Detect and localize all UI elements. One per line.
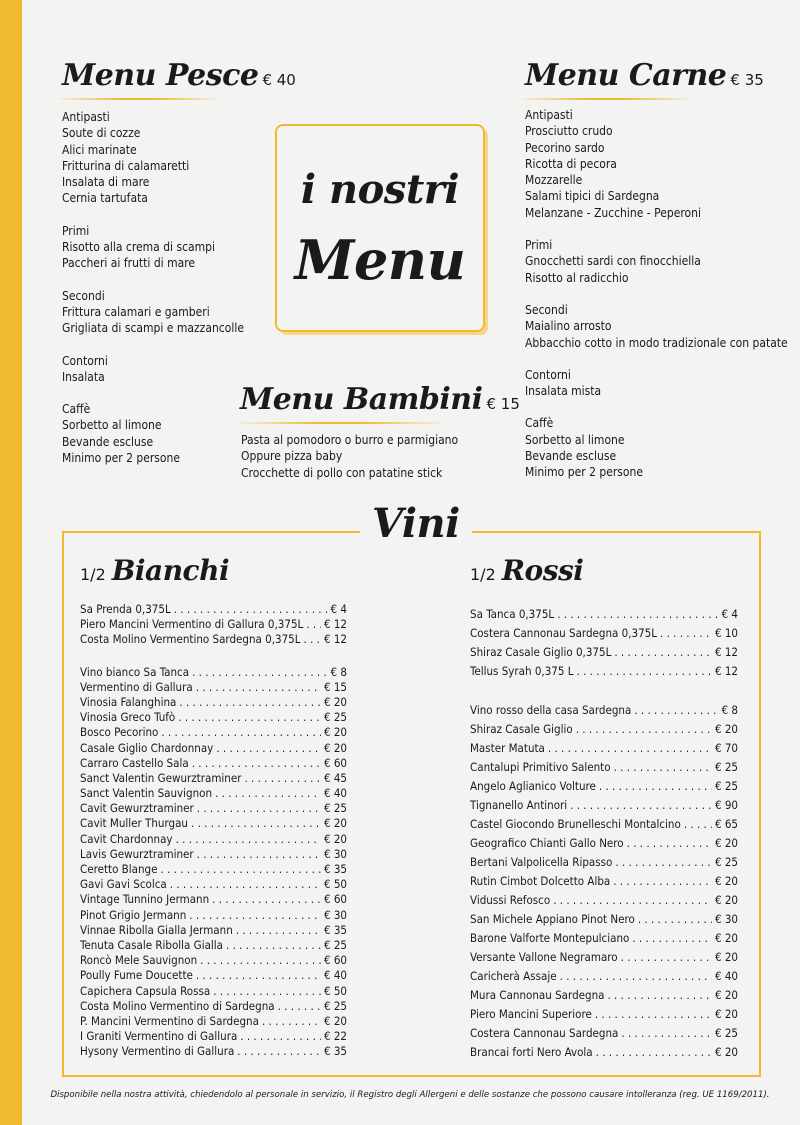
menu-item: Ricotta di pecora <box>525 156 617 171</box>
wine-price: € 10 <box>714 626 738 640</box>
wine-name: P. Mancini Vermentino di Sardegna <box>80 1013 259 1028</box>
wine-price: € 20 <box>714 950 738 964</box>
wine-name: Costa Molino Vermentino Sardegna 0,375L <box>80 632 301 647</box>
menu-pesce-title-text: Menu Pesce <box>62 58 259 93</box>
menu-bambini-underline <box>240 422 440 424</box>
pesce-section <box>62 353 244 386</box>
dot-leader <box>192 665 327 678</box>
wine-row <box>80 756 347 771</box>
menu-item: Risotto alla crema di scampi <box>62 240 216 255</box>
dot-leader <box>212 892 321 905</box>
dot-leader <box>684 815 712 828</box>
wine-price: € 35 <box>323 1044 347 1059</box>
dot-leader <box>599 777 712 790</box>
menu-item: Fritturina di calamaretti <box>62 158 190 173</box>
menu-item: Prosciutto crudo <box>525 124 613 139</box>
menu-pesce-underline <box>60 98 215 100</box>
wine-price: € 20 <box>714 893 738 907</box>
wine-row <box>80 665 347 680</box>
menu-carne-underline <box>523 98 688 100</box>
wine-name: Costa Molino Vermentino di Sardegna <box>80 998 275 1013</box>
menu-item: Frittura calamari e gamberi <box>62 304 210 319</box>
dot-leader <box>557 605 718 618</box>
menu-item: Gnocchetti sardi con finocchiella <box>525 254 701 269</box>
dot-leader <box>179 695 321 708</box>
course-heading: Caffè <box>525 416 554 431</box>
wine-row <box>80 832 347 847</box>
wine-row <box>470 1024 738 1043</box>
carne-section <box>525 107 788 221</box>
dot-leader <box>553 891 712 904</box>
dot-leader <box>196 680 321 693</box>
wine-price: € 25 <box>323 801 347 816</box>
dot-leader <box>627 834 712 847</box>
dot-leader <box>191 816 321 829</box>
wine-name: Vermentino di Gallura <box>80 679 193 694</box>
wine-price: € 15 <box>323 679 347 694</box>
wine-name: Mura Cannonau Sardegna <box>470 988 605 1002</box>
wine-name: Vinosia Falanghina <box>80 694 177 709</box>
dot-leader <box>240 1029 321 1042</box>
wine-name: Brancai forti Nero Avola <box>470 1045 593 1059</box>
nostri-menu-frame <box>275 124 485 332</box>
dot-leader <box>178 710 321 723</box>
dot-leader <box>621 1024 712 1037</box>
dot-leader <box>595 1005 712 1018</box>
menu-item: Insalata di mare <box>62 175 150 190</box>
menu-item: Oppure pizza baby <box>241 449 343 464</box>
menu-item: Bevande escluse <box>525 449 617 464</box>
wine-row <box>470 796 738 815</box>
wine-price: € 20 <box>323 816 347 831</box>
wine-price: € 20 <box>714 722 738 736</box>
wine-row <box>470 643 738 662</box>
wine-price: € 4 <box>330 602 347 616</box>
wine-price: € 50 <box>323 877 347 892</box>
wine-name: Tignanello Antinori <box>470 798 568 812</box>
course-heading: Primi <box>525 238 553 253</box>
bianchi-title: Bianchi <box>111 554 230 587</box>
pesce-section <box>62 401 244 466</box>
menu-item: Maialino arrosto <box>525 319 612 334</box>
wine-row <box>80 1044 347 1059</box>
wine-name: Tellus Syrah 0,375 L <box>470 664 574 678</box>
wine-name: Master Matuta <box>470 741 545 755</box>
wine-name: Poully Fume Doucette <box>80 968 193 983</box>
menu-bambini-price: € 15 <box>486 395 520 413</box>
wine-price: € 12 <box>714 645 738 659</box>
menu-carne-title-text: Menu Carne <box>525 58 727 93</box>
course-heading: Contorni <box>525 367 571 382</box>
menu-item: Grigliata di scampi e mazzancolle <box>62 321 244 336</box>
menu-item: Minimo per 2 persone <box>525 465 644 480</box>
rossi-heading <box>470 554 583 592</box>
dot-leader <box>262 1014 321 1027</box>
wine-price: € 70 <box>714 741 738 755</box>
wine-name: Tenuta Casale Ribolla Gialla <box>80 937 224 952</box>
wine-price: € 20 <box>714 836 738 850</box>
wine-price: € 90 <box>714 798 738 812</box>
wine-row <box>470 986 738 1005</box>
dot-leader <box>306 617 321 630</box>
wine-row <box>80 617 347 632</box>
wine-row <box>80 771 347 786</box>
wine-name: Cavit Chardonnay <box>80 831 173 846</box>
wine-price: € 30 <box>714 912 738 926</box>
dot-leader <box>213 984 321 997</box>
wine-price: € 25 <box>714 760 738 774</box>
dot-leader <box>576 720 712 733</box>
wine-name: Vino bianco Sa Tanca <box>80 664 190 679</box>
dot-leader <box>176 832 321 845</box>
menu-item: Soute di cozze <box>62 126 141 141</box>
wine-row <box>470 815 738 834</box>
menu-item: Paccheri ai frutti di mare <box>62 256 196 271</box>
menu-item: Mozzarelle <box>525 173 583 188</box>
wine-price: € 30 <box>323 907 347 922</box>
dot-leader <box>226 938 321 951</box>
wine-row <box>80 725 347 740</box>
dot-leader <box>161 725 321 738</box>
menu-carne-title <box>525 58 764 98</box>
wine-name: Casale Giglio Chardonnay <box>80 740 214 755</box>
wine-name: Costera Cannonau Sardegna <box>470 1026 619 1040</box>
group-spacer <box>470 681 738 701</box>
menu-pesce-title <box>62 58 296 98</box>
wine-price: € 25 <box>714 855 738 869</box>
wine-row <box>80 710 347 725</box>
wine-name: Hysony Vermentino di Gallura <box>80 1044 235 1059</box>
wine-price: € 25 <box>323 710 347 725</box>
dot-leader <box>638 910 712 923</box>
wine-row <box>80 602 347 617</box>
wine-price: € 45 <box>323 770 347 785</box>
menu-item: Abbacchio cotto in modo tradizionale con patate <box>525 335 788 350</box>
wine-name: Cavit Muller Thurgau <box>80 816 188 831</box>
course-heading: Secondi <box>62 288 105 303</box>
menu-item: Sorbetto al limone <box>525 432 625 447</box>
dot-leader <box>200 953 321 966</box>
menu-item: Melanzane - Zucchine - Peperoni <box>525 205 701 220</box>
wine-name: Piero Mancini Superiore <box>470 1007 592 1021</box>
course-heading: Caffè <box>62 402 91 417</box>
wine-price: € 20 <box>714 874 738 888</box>
wine-price: € 20 <box>323 725 347 740</box>
rossi-title: Rossi <box>501 554 584 587</box>
wine-price: € 20 <box>714 988 738 1002</box>
wine-row <box>80 999 347 1014</box>
wine-price: € 40 <box>323 968 347 983</box>
pesce-section <box>62 109 244 207</box>
wine-row <box>470 662 738 681</box>
wine-name: Castel Giocondo Brunelleschi Montalcino <box>470 817 681 831</box>
wine-name: Shiraz Casale Giglio <box>470 722 573 736</box>
menu-item: Insalata mista <box>525 384 602 399</box>
dot-leader <box>161 862 321 875</box>
wine-row <box>470 853 738 872</box>
wine-price: € 35 <box>323 922 347 937</box>
wine-row <box>80 632 347 647</box>
wine-name: Vintage Tunnino Jermann <box>80 892 210 907</box>
wine-row <box>470 739 738 758</box>
dot-leader <box>614 643 712 656</box>
wine-name: Vidussi Refosco <box>470 893 551 907</box>
wine-row <box>470 758 738 777</box>
wine-price: € 20 <box>323 1013 347 1028</box>
menu-item: Cernia tartufata <box>62 191 148 206</box>
wine-price: € 12 <box>323 617 347 632</box>
wine-price: € 20 <box>714 931 738 945</box>
wine-name: Lavis Gewurztraminer <box>80 846 194 861</box>
menu-bambini-title <box>240 382 520 422</box>
wine-name: Sanct Valentin Gewurztraminer <box>80 770 242 785</box>
wine-name: Sa Tanca 0,375L <box>470 607 555 621</box>
wine-price: € 25 <box>714 1026 738 1040</box>
menu-bambini-title-text: Menu Bambini <box>240 382 483 417</box>
wine-name: Cantalupi Primitivo Salento <box>470 760 611 774</box>
wine-row <box>80 1029 347 1044</box>
dot-leader <box>613 872 712 885</box>
wine-name: Costera Cannonau Sardegna 0,375L <box>470 626 658 640</box>
wine-price: € 60 <box>323 892 347 907</box>
dot-leader <box>189 908 321 921</box>
dot-leader <box>614 758 712 771</box>
dot-leader <box>174 602 328 615</box>
wine-row <box>80 892 347 907</box>
wine-price: € 50 <box>323 983 347 998</box>
wine-price: € 40 <box>714 969 738 983</box>
menu-carne-price: € 35 <box>730 71 764 89</box>
wine-row <box>80 877 347 892</box>
wine-row <box>80 695 347 710</box>
wine-row <box>80 968 347 983</box>
wine-row <box>80 680 347 695</box>
wine-price: € 4 <box>721 607 738 621</box>
wine-row <box>470 624 738 643</box>
wine-row <box>80 923 347 938</box>
wine-price: € 60 <box>323 755 347 770</box>
dot-leader <box>621 948 712 961</box>
wine-row <box>80 908 347 923</box>
menu-item: Insalata <box>62 369 105 384</box>
rossi-list <box>470 605 738 1062</box>
menu-item: Risotto al radicchio <box>525 270 629 285</box>
dot-leader <box>596 1043 712 1056</box>
course-heading: Contorni <box>62 353 108 368</box>
course-heading: Primi <box>62 223 90 238</box>
menu-item: Alici marinate <box>62 142 137 157</box>
wine-name: Sanct Valentin Sauvignon <box>80 786 213 801</box>
wine-row <box>470 967 738 986</box>
wine-name: Bosco Pecorino <box>80 725 159 740</box>
wine-row <box>470 910 738 929</box>
wine-row <box>470 720 738 739</box>
wine-name: Shiraz Casale Giglio 0,375L <box>470 645 612 659</box>
carne-section <box>525 415 788 480</box>
rossi-half-label: 1/2 <box>470 565 496 584</box>
allergen-notice: Disponibile nella nostra attività, chiedendolo al personale in servizio, il Registro degli Allergeni e delle sostanze che possono causare intolleranza (reg. UE 1169/2011). <box>50 1090 770 1100</box>
menu-carne-list <box>525 107 788 497</box>
wine-row <box>80 847 347 862</box>
menu-item: Salami tipici di Sardegna <box>525 189 660 204</box>
wine-name: Pinot Grigio Jermann <box>80 907 187 922</box>
dot-leader <box>615 853 712 866</box>
wine-name: Barone Valforte Montepulciano <box>470 931 630 945</box>
bianchi-list <box>80 602 347 1059</box>
wine-row <box>80 801 347 816</box>
wine-row <box>80 953 347 968</box>
menu-pesce-list <box>62 109 244 482</box>
menu-item: Crocchette di pollo con patatine stick <box>241 465 443 480</box>
wine-name: Vinnae Ribolla Gialla Jermann <box>80 922 233 937</box>
wine-row <box>80 786 347 801</box>
wine-name: Piero Mancini Vermentino di Gallura 0,375L <box>80 617 304 632</box>
wine-row <box>80 1014 347 1029</box>
wine-price: € 60 <box>323 953 347 968</box>
wine-price: € 20 <box>323 740 347 755</box>
wine-row <box>80 984 347 999</box>
left-accent-stripe <box>0 0 22 1125</box>
menu-pesce-price: € 40 <box>262 71 296 89</box>
menu-item: Pasta al pomodoro o burro e parmigiano <box>241 433 459 447</box>
pesce-section <box>62 288 244 337</box>
wine-price: € 8 <box>721 703 738 717</box>
dot-leader <box>196 968 321 981</box>
course-heading: Antipasti <box>525 108 573 122</box>
dot-leader <box>304 632 321 645</box>
wine-name: Geografico Chianti Gallo Nero <box>470 836 624 850</box>
carne-section <box>525 367 788 400</box>
nostri-menu-line2: Menu <box>294 228 466 292</box>
menu-item: Pecorino sardo <box>525 140 605 155</box>
wine-name: San Michele Appiano Pinot Nero <box>470 912 635 926</box>
menu-item: Bevande escluse <box>62 434 154 449</box>
dot-leader <box>632 929 712 942</box>
wine-name: Ceretto Blange <box>80 862 158 876</box>
wine-price: € 20 <box>714 1045 738 1059</box>
dot-leader <box>570 796 712 809</box>
wine-name: Cavit Gewurztraminer <box>80 801 194 816</box>
wine-price: € 65 <box>714 817 738 831</box>
dot-leader <box>237 1044 321 1057</box>
dot-leader <box>244 771 321 784</box>
dot-leader <box>170 877 321 890</box>
dot-leader <box>660 624 712 637</box>
wine-row <box>470 929 738 948</box>
dot-leader <box>216 741 321 754</box>
vini-title: Vini <box>360 500 472 548</box>
wine-name: Capichera Capsula Rossa <box>80 983 211 998</box>
wine-price: € 25 <box>714 779 738 793</box>
dot-leader <box>577 662 712 675</box>
wine-name: Bertani Valpolicella Ripasso <box>470 855 613 869</box>
wine-row <box>470 1043 738 1062</box>
carne-section <box>525 302 788 351</box>
dot-leader <box>560 967 712 980</box>
wine-name: Angelo Aglianico Volture <box>470 779 596 793</box>
wine-price: € 12 <box>714 664 738 678</box>
wine-name: Vinosia Greco Tufò <box>80 710 176 725</box>
dot-leader <box>192 756 321 769</box>
wine-price: € 25 <box>323 998 347 1013</box>
wine-price: € 30 <box>323 846 347 861</box>
nostri-menu-line1: i nostri <box>300 166 460 213</box>
wine-name: Rutin Cimbot Dolcetto Alba <box>470 874 611 888</box>
dot-leader <box>607 986 711 999</box>
wine-row <box>470 605 738 624</box>
dot-leader <box>236 923 321 936</box>
menu-item: Minimo per 2 persone <box>62 451 181 466</box>
wine-name: Carraro Castello Sala <box>80 755 189 770</box>
wine-row <box>80 816 347 831</box>
wine-row <box>470 834 738 853</box>
bianchi-heading <box>80 554 229 592</box>
wine-name: Roncò Mele Sauvignon <box>80 953 198 968</box>
wine-price: € 20 <box>714 1007 738 1021</box>
dot-leader <box>634 701 718 714</box>
wine-name: I Graniti Vermentino di Gallura <box>80 1029 238 1044</box>
wine-price: € 20 <box>323 694 347 709</box>
wine-price: € 8 <box>330 664 347 679</box>
wine-price: € 25 <box>323 937 347 952</box>
group-spacer <box>80 648 347 665</box>
wine-row <box>80 862 347 877</box>
wine-name: Caricherà Assaje <box>470 969 557 983</box>
wine-row <box>470 872 738 891</box>
wine-row <box>470 777 738 796</box>
course-heading: Antipasti <box>62 110 110 124</box>
wine-name: Gavi Gavi Scolca <box>80 877 167 892</box>
menu-item: Sorbetto al limone <box>62 418 162 433</box>
wine-row <box>80 741 347 756</box>
wine-row <box>470 701 738 720</box>
wine-row <box>470 1005 738 1024</box>
course-heading: Secondi <box>525 302 568 317</box>
wine-price: € 40 <box>323 786 347 801</box>
wine-name: Versante Vallone Negramaro <box>470 950 618 964</box>
wine-name: Vino rosso della casa Sardegna <box>470 703 632 717</box>
wine-row <box>470 891 738 910</box>
dot-leader <box>197 801 321 814</box>
dot-leader <box>548 739 712 752</box>
wine-row <box>470 948 738 967</box>
dot-leader <box>278 999 321 1012</box>
wine-price: € 12 <box>323 632 347 647</box>
dot-leader <box>197 847 321 860</box>
bianchi-half-label: 1/2 <box>80 565 106 584</box>
pesce-section <box>62 223 244 272</box>
wine-name: Sa Prenda 0,375L <box>80 602 171 616</box>
menu-bambini-list <box>241 432 458 481</box>
wine-price: € 35 <box>323 862 347 876</box>
wine-price: € 20 <box>323 831 347 846</box>
dot-leader <box>215 786 321 799</box>
carne-section <box>525 237 788 286</box>
wine-price: € 22 <box>323 1029 347 1044</box>
wine-row <box>80 938 347 953</box>
